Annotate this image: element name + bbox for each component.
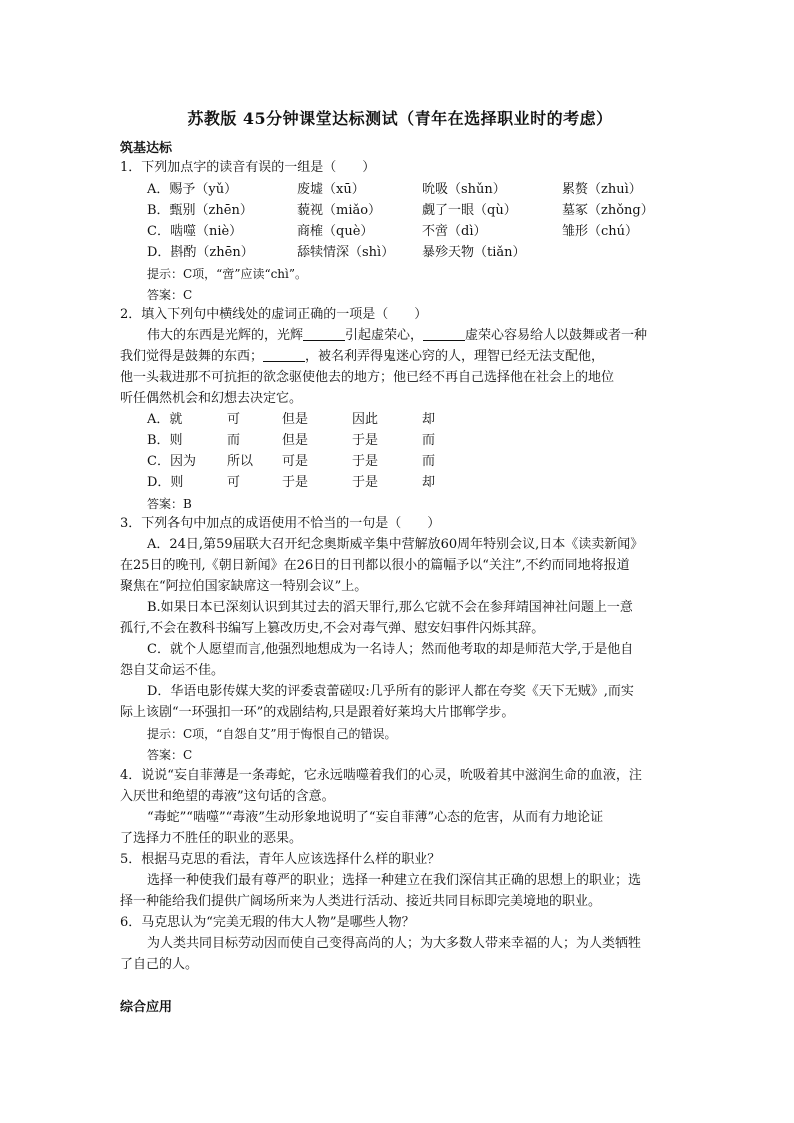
question-1-stem: 1．下列加点字的读音有误的一组是（ ） xyxy=(120,160,376,175)
q2-option-a-4: 因此 xyxy=(352,412,379,427)
q1-option-a-3: 吮吸（shǔn） xyxy=(422,182,506,197)
question-3-stem: 3．下列各句中加点的成语使用不恰当的一句是（ ） xyxy=(120,516,441,531)
q3-option-b-line-2: 孤行,不会在教科书编写上篡改历史,不会对毒气弹、慰安妇事件闪烁其辞。 xyxy=(120,621,545,636)
question-4-stem-line-2: 入厌世和绝望的毒液”这句话的含意。 xyxy=(120,789,335,804)
q2-option-b-3: 但是 xyxy=(282,433,309,448)
q1-option-c-1: C．啮噬（niè） xyxy=(147,224,243,239)
q2-option-c-3: 可是 xyxy=(282,454,309,469)
q2-option-b-4: 于是 xyxy=(352,433,379,448)
q2-option-c-1: C．因为 xyxy=(147,454,196,469)
q2-option-d-5: 却 xyxy=(422,475,436,490)
q3-hint: 提示：C项，“自怨自艾”用于悔恨自己的错误。 xyxy=(147,727,397,741)
page-title: 苏教版 45分钟课堂达标测试（青年在选择职业时的考虑） xyxy=(187,109,613,128)
q3-option-c-line-2: 怨自艾命运不佳。 xyxy=(120,663,225,678)
q2-option-a-5: 却 xyxy=(422,412,436,427)
q1-option-c-4: 雏形（chú） xyxy=(562,224,639,239)
q2-option-b-5: 而 xyxy=(422,433,436,448)
q1-option-b-2: 藐视（miǎo） xyxy=(297,203,382,218)
question-2-stem: 2．填入下列句中横线处的虚词正确的一项是（ ） xyxy=(120,307,428,322)
q2-passage-line-1 xyxy=(147,326,707,346)
q2-option-d-2: 可 xyxy=(227,475,241,490)
q1-option-a-4: 累赘（zhuì） xyxy=(562,182,642,197)
question-4-stem-line-1: 4．说说“妄自菲薄是一条毒蛇，它永远啮噬着我们的心灵，吮吸着其中滋润生命的血液，注 xyxy=(120,768,642,783)
q2-option-c-4: 于是 xyxy=(352,454,379,469)
q2-passage-line-3: 他一头栽进那不可抗拒的欲念驱使他去的地方；他已经不再自己选择他在社会上的地位 xyxy=(120,370,615,385)
q2-option-a-1: A．就 xyxy=(147,412,183,427)
q2-blank-2 xyxy=(423,326,465,341)
q2-option-a-3: 但是 xyxy=(282,412,309,427)
question-5-stem: 5．根据马克思的看法，青年人应该选择什么样的职业？ xyxy=(120,852,441,867)
q2-option-d-4: 于是 xyxy=(352,475,379,490)
q1-option-b-3: 觑了一眼（qù） xyxy=(422,203,517,218)
q3-option-d-line-2: 际上该剧“一环强扣一环”的戏剧结构,只是跟着好莱坞大片邯郸学步。 xyxy=(120,705,515,720)
q2-text: 引起虚荣心， xyxy=(345,328,424,343)
q3-answer: 答案：C xyxy=(147,748,193,762)
q2-option-c-2: 所以 xyxy=(227,454,254,469)
q5-answer-line-1: 选择一种使我们最有尊严的职业；选择一种建立在我们深信其正确的思想上的职业；选 xyxy=(147,873,642,888)
q1-hint: 提示：C项，“啻”应读“chì”。 xyxy=(147,267,308,281)
q1-option-b-1: B．甄别（zhēn） xyxy=(147,203,253,218)
question-6-stem: 6．马克思认为“完美无瑕的伟大人物”是哪些人物？ xyxy=(120,915,415,930)
q1-answer: 答案：C xyxy=(147,288,193,302)
q1-option-a-1: A．赐予（yǔ） xyxy=(147,182,238,197)
q2-text: ，被名利弄得鬼迷心窍的人，理智已经无法支配他， xyxy=(305,349,605,364)
section-heading-basic: 筑基达标 xyxy=(120,141,173,156)
q2-option-d-1: D．则 xyxy=(147,475,184,490)
q2-option-c-5: 而 xyxy=(422,454,436,469)
q3-option-a-line-1: A．24日,第59届联大召开纪念奥斯威辛集中营解放60周年特别会议,日本《读卖新闻》 xyxy=(147,537,644,552)
q2-option-d-3: 于是 xyxy=(282,475,309,490)
q2-blank-3 xyxy=(263,347,305,362)
q3-option-c-line-1: C．就个人愿望而言,他强烈地想成为一名诗人；然而他考取的却是师范大学,于是他自 xyxy=(147,642,634,657)
q2-passage-line-4: 听任偶然机会和幻想去决定它。 xyxy=(120,391,303,406)
section-heading-applied: 综合应用 xyxy=(120,1000,173,1015)
q1-option-d-1: D．斟酌（zhēn） xyxy=(147,245,254,260)
q3-option-a-line-2: 在25日的晚刊,《朝日新闻》在26日的日刊都以很小的篇幅予以“关注”,不约而同地将报道 xyxy=(120,558,630,573)
q3-option-a-line-3: 聚焦在“阿拉伯国家缺席这一特别会议”上。 xyxy=(120,579,368,594)
q2-text: 伟大的东西是光辉的，光辉 xyxy=(147,328,304,343)
q1-option-b-4: 墓冢（zhǒng） xyxy=(562,203,654,218)
q4-answer-line-1: “毒蛇”“啮噬”“毒液”生动形象地说明了“妄自菲薄”心态的危害，从而有力地论证 xyxy=(147,810,604,825)
q2-text: 虚荣心容易给人以鼓舞或者一种 xyxy=(465,328,648,343)
q2-answer: 答案：B xyxy=(147,497,192,511)
q4-answer-line-2: 了选择力不胜任的职业的恶果。 xyxy=(120,831,303,846)
q2-blank-1 xyxy=(303,326,345,341)
q6-answer-line-1: 为人类共同目标劳动因而使自己变得高尚的人；为大多数人带来幸福的人；为人类牺牲 xyxy=(147,936,642,951)
q2-option-b-1: B．则 xyxy=(147,433,183,448)
q3-option-d-line-1: D．华语电影传媒大奖的评委袁蕾磋叹:几乎所有的影评人都在夸奖《天下无贼》,而实 xyxy=(147,684,634,699)
q2-option-b-2: 而 xyxy=(227,433,241,448)
q1-option-c-3: 不啻（dì） xyxy=(422,224,487,239)
q2-text: 我们觉得是鼓舞的东西； xyxy=(120,349,264,364)
q2-option-a-2: 可 xyxy=(227,412,241,427)
q1-option-d-3: 暴殄天物（tiǎn） xyxy=(422,245,526,260)
q1-option-c-2: 商榷（què） xyxy=(297,224,374,239)
q1-option-d-2: 舔犊情深（shì） xyxy=(297,245,395,260)
q1-option-a-2: 废墟（xū） xyxy=(297,182,365,197)
q5-answer-line-2: 择一种能给我们提供广阔场所来为人类进行活动、接近共同目标即完美境地的职业。 xyxy=(120,894,602,909)
q3-option-b-line-1: B.如果日本已深刻认识到其过去的滔天罪行,那么它就不会在参拜靖国神社问题上一意 xyxy=(147,600,633,615)
q6-answer-line-2: 了自己的人。 xyxy=(120,957,199,972)
q2-passage-line-2 xyxy=(120,347,680,367)
